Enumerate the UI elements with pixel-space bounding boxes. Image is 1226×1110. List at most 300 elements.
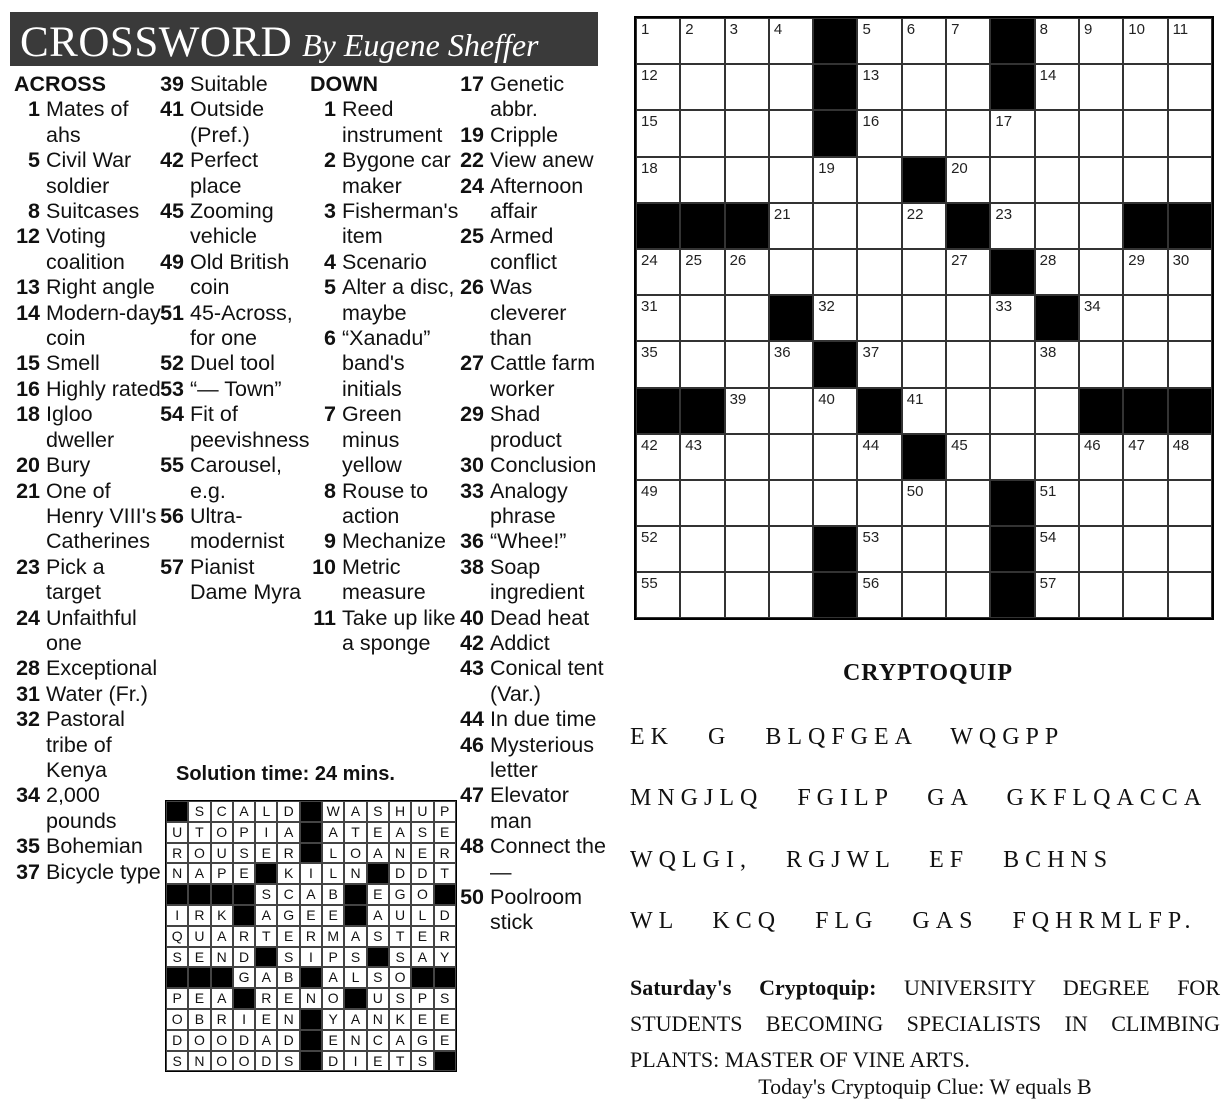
solution-block (233, 988, 255, 1009)
clue-number: 40 (460, 605, 484, 630)
solution-block (344, 988, 366, 1009)
solution-block (300, 843, 322, 864)
solution-letter: R (255, 988, 277, 1009)
clue-number: 26 (460, 275, 484, 300)
grid-block (813, 18, 857, 64)
cell-number: 36 (773, 344, 791, 362)
clue-text: One of Henry VIII's Catherines (46, 478, 157, 554)
grid-cell[interactable] (1123, 110, 1167, 156)
across-clue (158, 504, 306, 555)
solution-letter: U (188, 926, 210, 947)
grid-block (990, 18, 1034, 64)
grid-cell[interactable] (990, 434, 1034, 480)
solution-letter: S (233, 843, 255, 864)
grid-cell[interactable] (725, 18, 769, 64)
solution-letter: T (344, 822, 366, 843)
grid-cell[interactable] (1123, 18, 1167, 64)
grid-cell[interactable] (769, 203, 813, 249)
grid-cell[interactable] (1079, 203, 1123, 249)
solution-letter: A (188, 863, 210, 884)
grid-cell[interactable] (1079, 18, 1123, 64)
solution-letter: R (188, 905, 210, 926)
grid-cell[interactable] (1035, 572, 1079, 618)
grid-cell[interactable] (1168, 157, 1212, 203)
grid-cell[interactable] (1079, 295, 1123, 341)
solution-letter: O (233, 1051, 255, 1072)
solution-block (233, 905, 255, 926)
cell-number: 55 (641, 575, 658, 593)
grid-cell[interactable] (1168, 434, 1212, 480)
solution-letter: L (411, 905, 433, 926)
grid-cell[interactable] (1168, 480, 1212, 526)
cell-number: 4 (773, 21, 783, 38)
clue-number: 42 (160, 148, 184, 173)
down-clue (458, 123, 608, 148)
clue-number: 16 (16, 376, 40, 401)
cell-number: 21 (773, 205, 791, 223)
grid-cell[interactable] (1035, 388, 1079, 434)
grid-cell[interactable] (902, 388, 946, 434)
down-clue (458, 275, 608, 351)
clue-text: Zooming vehicle (190, 199, 274, 249)
grid-cell[interactable] (1035, 157, 1079, 203)
grid-cell[interactable] (813, 295, 857, 341)
solution-letter: G (277, 905, 299, 926)
clue-text: Bury (46, 453, 91, 478)
grid-cell[interactable] (1035, 480, 1079, 526)
clue-text: Carousel, e.g. (190, 453, 283, 503)
grid-cell[interactable] (857, 295, 901, 341)
clue-number: 48 (460, 834, 484, 859)
grid-cell[interactable] (857, 18, 901, 64)
grid-cell[interactable] (902, 295, 946, 341)
solution-grid (165, 800, 457, 1072)
across-clue (14, 402, 164, 453)
grid-cell[interactable] (636, 480, 680, 526)
clue-number: 30 (460, 453, 484, 478)
grid-cell[interactable] (1079, 434, 1123, 480)
solution-letter: R (434, 843, 456, 864)
grid-cell[interactable] (990, 157, 1034, 203)
clue-number: 52 (160, 351, 184, 376)
clue-number: 22 (460, 148, 484, 173)
grid-cell[interactable] (636, 572, 680, 618)
grid-cell[interactable] (990, 341, 1034, 387)
cell-number: 54 (1039, 529, 1057, 547)
clue-text: Metric measure (342, 554, 426, 605)
grid-cell[interactable] (680, 341, 724, 387)
grid-cell[interactable] (857, 64, 901, 110)
grid-cell[interactable] (946, 341, 990, 387)
grid-cell[interactable] (946, 157, 990, 203)
grid-cell[interactable] (902, 480, 946, 526)
grid-cell[interactable] (902, 341, 946, 387)
grid-cell[interactable] (990, 295, 1034, 341)
grid-cell[interactable] (857, 480, 901, 526)
grid-cell[interactable] (990, 388, 1034, 434)
clue-number: 18 (16, 402, 40, 427)
grid-cell[interactable] (902, 572, 946, 618)
clue-number: 54 (160, 402, 184, 427)
grid-cell[interactable] (946, 64, 990, 110)
clue-number: 17 (460, 72, 484, 96)
grid-cell[interactable] (636, 64, 680, 110)
solution-letter: H (389, 801, 411, 822)
grid-block (680, 203, 724, 249)
grid-cell[interactable] (636, 434, 680, 480)
solution-letter: E (411, 1009, 433, 1030)
grid-block (725, 203, 769, 249)
grid-block (813, 526, 857, 572)
clue-number: 37 (16, 859, 40, 884)
solution-letter: K (211, 905, 233, 926)
across-clue (14, 275, 164, 300)
across-clue (14, 479, 164, 555)
solution-letter: E (434, 1030, 456, 1051)
grid-cell[interactable] (725, 157, 769, 203)
clue-text: Mysterious letter (490, 732, 594, 782)
clue-text: Smell (46, 351, 100, 376)
grid-block (1035, 295, 1079, 341)
grid-block (680, 388, 724, 434)
clue-number: 23 (16, 554, 40, 579)
clue-number: 14 (16, 300, 40, 325)
crossword-title: CROSSWORD (20, 19, 293, 66)
grid-cell[interactable] (1123, 480, 1167, 526)
solution-letter: S (166, 947, 188, 968)
grid-cell[interactable] (1035, 110, 1079, 156)
down-clue (458, 783, 608, 834)
down-clue (458, 402, 608, 453)
solution-letter: A (255, 967, 277, 988)
solution-letter: R (166, 843, 188, 864)
cell-number: 25 (685, 251, 702, 269)
grid-cell[interactable] (1035, 64, 1079, 110)
grid-cell[interactable] (636, 341, 680, 387)
cell-number: 17 (995, 113, 1013, 131)
grid-cell[interactable] (769, 110, 813, 156)
clue-text: Suitable (190, 72, 268, 96)
grid-cell[interactable] (1035, 249, 1079, 295)
grid-cell[interactable] (990, 203, 1034, 249)
grid-cell[interactable] (636, 157, 680, 203)
solution-block (300, 967, 322, 988)
grid-block (1168, 388, 1212, 434)
grid-cell[interactable] (990, 110, 1034, 156)
solution-letter: T (255, 926, 277, 947)
grid-cell[interactable] (1079, 526, 1123, 572)
grid-cell[interactable] (680, 249, 724, 295)
solution-letter: N (389, 843, 411, 864)
grid-cell[interactable] (813, 203, 857, 249)
solution-letter: D (277, 801, 299, 822)
down-clue (458, 72, 608, 123)
solution-letter: W (322, 801, 344, 822)
grid-cell[interactable] (946, 526, 990, 572)
solution-letter: M (322, 926, 344, 947)
cryptoquip-line: EK G BLQFGEA WQGPP (630, 724, 1065, 750)
grid-cell[interactable] (1168, 341, 1212, 387)
grid-cell[interactable] (857, 110, 901, 156)
grid-cell[interactable] (725, 249, 769, 295)
grid-cell[interactable] (680, 64, 724, 110)
grid-cell[interactable] (857, 572, 901, 618)
grid-cell[interactable] (1035, 526, 1079, 572)
solution-letter: L (322, 863, 344, 884)
grid-cell[interactable] (857, 341, 901, 387)
grid-cell[interactable] (813, 388, 857, 434)
grid-cell[interactable] (813, 157, 857, 203)
solution-letter: Y (322, 1009, 344, 1030)
grid-cell[interactable] (1123, 249, 1167, 295)
down-clue (458, 479, 608, 530)
solution-block (166, 801, 188, 822)
clue-number: 57 (160, 554, 184, 579)
grid-cell[interactable] (680, 110, 724, 156)
cell-number: 48 (1172, 436, 1190, 454)
grid-cell[interactable] (1079, 341, 1123, 387)
grid-cell[interactable] (725, 110, 769, 156)
clue-number: 20 (16, 453, 40, 478)
solution-letter: A (322, 822, 344, 843)
grid-cell[interactable] (636, 18, 680, 64)
grid-cell[interactable] (946, 572, 990, 618)
grid-cell[interactable] (636, 110, 680, 156)
grid-cell[interactable] (1168, 526, 1212, 572)
grid-cell[interactable] (680, 572, 724, 618)
across-clue (14, 606, 164, 657)
grid-cell[interactable] (857, 203, 901, 249)
down-clue (310, 606, 458, 657)
saturday-cryptoquip-answer: UNIVERSITY DEGREE FOR STUDENTS BECOMING SPECIALISTS IN CLIMBING PLANTS: MASTER OF VINE ARTS. (630, 975, 1220, 1072)
grid-cell[interactable] (1079, 480, 1123, 526)
down-clue (310, 479, 458, 530)
grid-cell[interactable] (636, 526, 680, 572)
grid-cell[interactable] (725, 526, 769, 572)
clue-text: Water (Fr.) (46, 681, 148, 706)
grid-cell[interactable] (680, 434, 724, 480)
grid-cell[interactable] (769, 572, 813, 618)
grid-cell[interactable] (1168, 572, 1212, 618)
grid-cell[interactable] (813, 249, 857, 295)
cell-number: 35 (641, 344, 658, 362)
grid-cell[interactable] (636, 295, 680, 341)
grid-cell[interactable] (902, 18, 946, 64)
grid-block (1123, 203, 1167, 249)
grid-cell[interactable] (1079, 249, 1123, 295)
clue-heading: ACROSS (14, 72, 106, 96)
clue-number: 44 (460, 707, 484, 732)
solution-letter: U (166, 822, 188, 843)
grid-cell[interactable] (813, 434, 857, 480)
grid-cell[interactable] (902, 526, 946, 572)
grid-cell[interactable] (1079, 157, 1123, 203)
solution-letter: S (389, 947, 411, 968)
across-clue (14, 834, 164, 859)
clue-number: 33 (460, 478, 484, 503)
cell-number: 16 (862, 113, 880, 131)
grid-cell[interactable] (857, 526, 901, 572)
grid-cell[interactable] (1168, 249, 1212, 295)
cell-number: 11 (1172, 21, 1189, 38)
grid-cell[interactable] (813, 480, 857, 526)
grid-cell[interactable] (769, 388, 813, 434)
grid-cell[interactable] (902, 64, 946, 110)
grid-cell[interactable] (769, 64, 813, 110)
grid-cell[interactable] (1168, 64, 1212, 110)
solution-letter: D (389, 863, 411, 884)
grid-cell[interactable] (725, 572, 769, 618)
across-clue (158, 351, 306, 376)
grid-cell[interactable] (857, 249, 901, 295)
grid-cell[interactable] (680, 18, 724, 64)
grid-cell[interactable] (769, 341, 813, 387)
clue-text: Alter a disc, maybe (342, 275, 455, 325)
solution-letter: R (300, 926, 322, 947)
grid-cell[interactable] (725, 64, 769, 110)
solution-block (300, 801, 322, 822)
grid-cell[interactable] (769, 480, 813, 526)
grid-cell[interactable] (946, 18, 990, 64)
clue-text: Green minus yellow (342, 402, 402, 478)
clue-text: Old British coin (190, 249, 290, 300)
crossword-banner (10, 12, 598, 66)
grid-cell[interactable] (1123, 295, 1167, 341)
down-clue (458, 733, 608, 784)
clue-number: 24 (460, 173, 484, 198)
grid-cell[interactable] (1168, 18, 1212, 64)
grid-block (990, 526, 1034, 572)
solution-letter: E (233, 863, 255, 884)
grid-cell[interactable] (946, 480, 990, 526)
grid-cell[interactable] (946, 388, 990, 434)
grid-cell[interactable] (946, 434, 990, 480)
clue-number: 8 (324, 478, 336, 503)
cell-number: 8 (1039, 21, 1049, 38)
clue-number: 31 (16, 681, 40, 706)
grid-cell[interactable] (1168, 110, 1212, 156)
grid-cell[interactable] (1035, 341, 1079, 387)
cell-number: 51 (1039, 482, 1057, 500)
across-clue (14, 707, 164, 783)
clue-text: Bicycle type (46, 859, 161, 884)
cell-number: 19 (818, 159, 835, 177)
solution-block (211, 884, 233, 905)
solution-letter: A (389, 1030, 411, 1051)
grid-cell[interactable] (1079, 110, 1123, 156)
grid-cell[interactable] (769, 18, 813, 64)
solution-letter: R (277, 843, 299, 864)
grid-cell[interactable] (769, 157, 813, 203)
clue-number: 43 (460, 656, 484, 681)
cell-number: 29 (1128, 251, 1145, 269)
grid-cell[interactable] (1168, 295, 1212, 341)
clue-number: 34 (16, 783, 40, 808)
across-clue (158, 301, 306, 352)
grid-cell[interactable] (1123, 572, 1167, 618)
grid-cell[interactable] (769, 526, 813, 572)
across-clue (14, 453, 164, 478)
solution-letter: A (322, 967, 344, 988)
solution-letter: C (277, 884, 299, 905)
clue-number: 42 (460, 630, 484, 655)
grid-cell[interactable] (680, 526, 724, 572)
solution-block (211, 967, 233, 988)
grid-cell[interactable] (725, 388, 769, 434)
grid-cell[interactable] (1079, 572, 1123, 618)
solution-letter: A (233, 801, 255, 822)
solution-letter: P (322, 947, 344, 968)
clue-text: Bygone car maker (342, 148, 451, 198)
grid-block (813, 110, 857, 156)
grid-cell[interactable] (725, 341, 769, 387)
across-clue (158, 377, 306, 402)
solution-letter: D (322, 1051, 344, 1072)
cell-number: 24 (641, 251, 658, 269)
solution-letter: L (344, 967, 366, 988)
grid-cell[interactable] (1123, 157, 1167, 203)
grid-cell[interactable] (1123, 341, 1167, 387)
clue-number: 1 (324, 97, 336, 122)
clue-text: Shad product (490, 402, 562, 452)
solution-letter: Q (166, 926, 188, 947)
solution-block (166, 967, 188, 988)
grid-cell[interactable] (857, 157, 901, 203)
grid-cell[interactable] (769, 434, 813, 480)
grid-cell[interactable] (1123, 64, 1167, 110)
cell-number: 45 (951, 436, 968, 454)
down-clue (458, 351, 608, 402)
grid-cell[interactable] (1123, 434, 1167, 480)
clue-number: 35 (16, 834, 40, 859)
down-clue (458, 656, 608, 707)
across-clue (14, 224, 164, 275)
grid-cell[interactable] (1035, 18, 1079, 64)
grid-cell[interactable] (946, 249, 990, 295)
grid-cell[interactable] (725, 480, 769, 526)
solution-letter: E (411, 843, 433, 864)
solution-letter: E (367, 822, 389, 843)
clue-text: Fit of peevishness (190, 402, 310, 452)
grid-cell[interactable] (636, 249, 680, 295)
grid-cell[interactable] (1035, 434, 1079, 480)
grid-cell[interactable] (769, 249, 813, 295)
grid-cell[interactable] (725, 434, 769, 480)
grid-cell[interactable] (1123, 526, 1167, 572)
grid-cell[interactable] (680, 157, 724, 203)
grid-cell[interactable] (902, 203, 946, 249)
solution-block (344, 905, 366, 926)
grid-cell[interactable] (680, 295, 724, 341)
grid-cell[interactable] (857, 434, 901, 480)
grid-cell[interactable] (1035, 203, 1079, 249)
cell-number: 43 (685, 436, 702, 454)
grid-cell[interactable] (1079, 64, 1123, 110)
solution-letter: E (434, 822, 456, 843)
clue-number: 7 (324, 402, 336, 427)
across-clue (14, 682, 164, 707)
grid-cell[interactable] (725, 295, 769, 341)
grid-cell[interactable] (680, 480, 724, 526)
solution-letter: D (255, 1051, 277, 1072)
grid-cell[interactable] (902, 110, 946, 156)
grid-cell[interactable] (946, 295, 990, 341)
across-clue (158, 402, 310, 453)
grid-block (636, 203, 680, 249)
grid-cell[interactable] (946, 110, 990, 156)
cell-number: 42 (641, 436, 658, 454)
grid-cell[interactable] (902, 249, 946, 295)
